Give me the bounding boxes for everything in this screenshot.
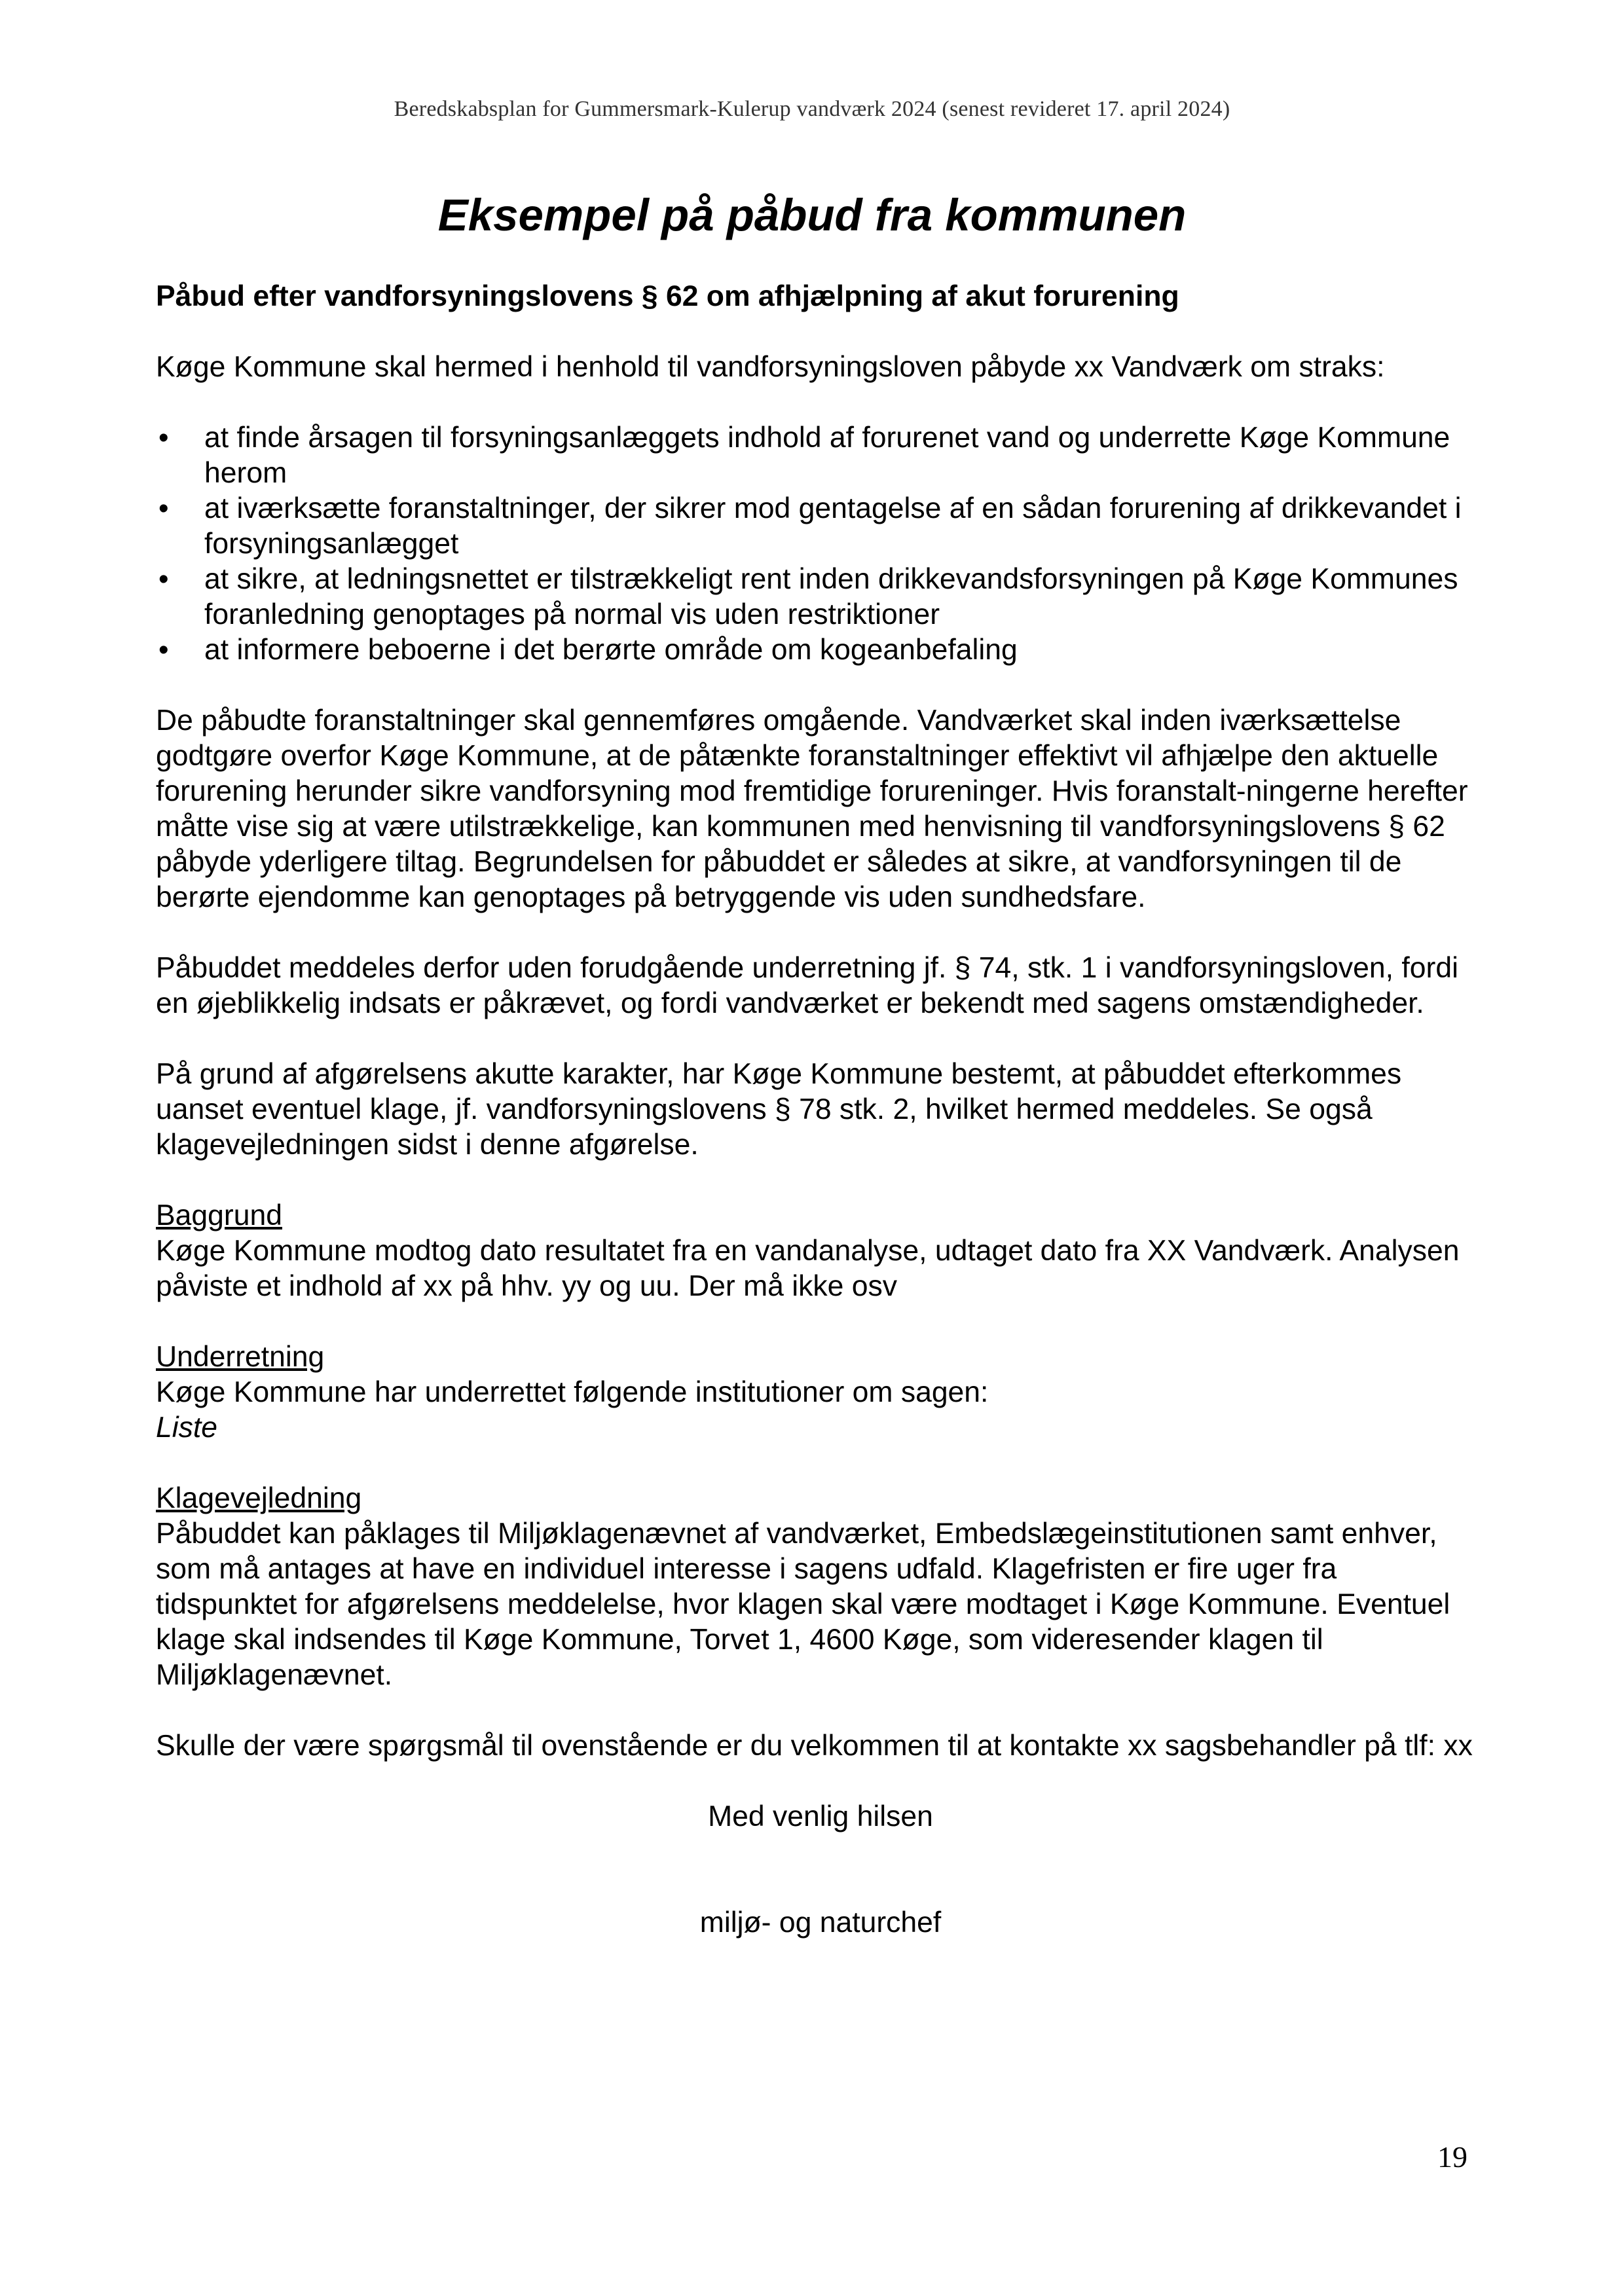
bullet-icon: •: [158, 563, 169, 595]
notification-section: [156, 1339, 1485, 1446]
complaint-guidance-section: [156, 1481, 1485, 1693]
background-text: Køge Kommune modtog dato resultatet fra en vandanalyse, udtaget dato fra XX Vandværk. Analysen påviste et indhold af xx på hhv. yy og uu. Der må ikke osv: [156, 1235, 1460, 1302]
document-title: Eksempel på påbud fra kommunen: [437, 190, 1187, 240]
notification-text: Køge Kommune har underrettet følgende institutioner om sagen:: [156, 1376, 989, 1408]
measures-paragraph: De påbudte foranstaltninger skal gennemføres omgående. Vandværket skal inden iværksættelse godtgøre overfor Køge Kommune, at de påtænkte foranstaltninger effektivt vil afhjælpe den aktuelle forurening herunder sikre vandforsyning mod fremtidige forureninger. Hvis foranstalt-ningerne herefter måtte vise sig at være utilstrækkelige, kan kommunen med henvisning til vandforsyningslovens § 62 påbyde yderligere tiltag. Begrundelsen for påbuddet er således at sikre, at vandforsyningen til de berørte ejendomme kan genoptages på betryggende vis uden sundhedsfare.: [156, 704, 1468, 913]
bullet-item: [156, 420, 1485, 491]
running-header: Beredskabsplan for Gummersmark-Kulerup vandværk 2024 (senest revideret 17. april 2024): [394, 97, 1230, 121]
bullet-icon: •: [158, 422, 169, 454]
notification-list-placeholder: Liste: [156, 1412, 217, 1444]
notification-heading: Underretning: [156, 1341, 325, 1373]
closing-greeting: Med venlig hilsen: [708, 1800, 933, 1832]
bullet-text: at sikre, at ledningsnettet er tilstrækkeligt rent inden drikkevandsforsyningen på Køge Kommunes foranledning genoptages på normal vis uden restriktioner: [204, 563, 1458, 630]
bullet-text: at finde årsagen til forsyningsanlæggets indhold af forurenet vand og underrette Køge Kommune herom: [204, 422, 1450, 489]
bullet-item: [156, 491, 1485, 562]
urgency-paragraph: På grund af afgørelsens akutte karakter, har Køge Kommune bestemt, at påbuddet efterkommes uanset eventuel klage, jf. vandforsyningslovens § 78 stk. 2, hvilket hermed meddeles. Se også klagevejledningen sidst i denne afgørelse.: [156, 1058, 1402, 1161]
intro-paragraph: Køge Kommune skal hermed i henhold til vandforsyningsloven påbyde xx Vandværk om straks:: [156, 351, 1385, 383]
bullet-item: [156, 562, 1485, 632]
bullet-text: at informere beboerne i det berørte område om kogeanbefaling: [204, 634, 1018, 666]
page-number: 19: [1437, 2140, 1467, 2174]
bullet-item: [156, 632, 1485, 668]
notice-paragraph: Påbuddet meddeles derfor uden forudgående underretning jf. § 74, stk. 1 i vandforsyningsloven, fordi en øjeblikkelig indsats er påkrævet, og fordi vandværket er bekendt med sagens omstændigheder.: [156, 952, 1458, 1019]
background-section: [156, 1198, 1485, 1304]
document-body: [156, 279, 1485, 1976]
complaint-guidance-heading: Klagevejledning: [156, 1482, 362, 1514]
order-subheading: Påbud efter vandforsyningslovens § 62 om afhjælpning af akut forurening: [156, 280, 1179, 312]
complaint-guidance-text: Påbuddet kan påklages til Miljøklagenævnet af vandværket, Embedslægeinstitutionen samt enhver, som må antages at have en individuel interesse i sagens udfald. Klagefristen er fire uger fra tidspunktet for afgørelsens meddelelse, hvor klagen skal være modtaget i Køge Kommune. Eventuel klage skal indsendes til Køge Kommune, Torvet 1, 4600 Køge, som videresender klagen til Miljøklagenævnet.: [156, 1518, 1450, 1691]
bullet-icon: •: [158, 492, 169, 524]
order-bullet-list: [156, 420, 1485, 668]
signatory-title: miljø- og naturchef: [699, 1906, 942, 1939]
contact-paragraph: Skulle der være spørgsmål til ovenstående er du velkommen til at kontakte xx sagsbehandler på tlf: xx: [156, 1730, 1473, 1762]
bullet-text: at iværksætte foranstaltninger, der sikrer mod gentagelse af en sådan forurening af drikkevandet i forsyningsanlægget: [204, 492, 1462, 560]
background-heading: Baggrund: [156, 1199, 282, 1231]
bullet-icon: •: [158, 634, 169, 666]
